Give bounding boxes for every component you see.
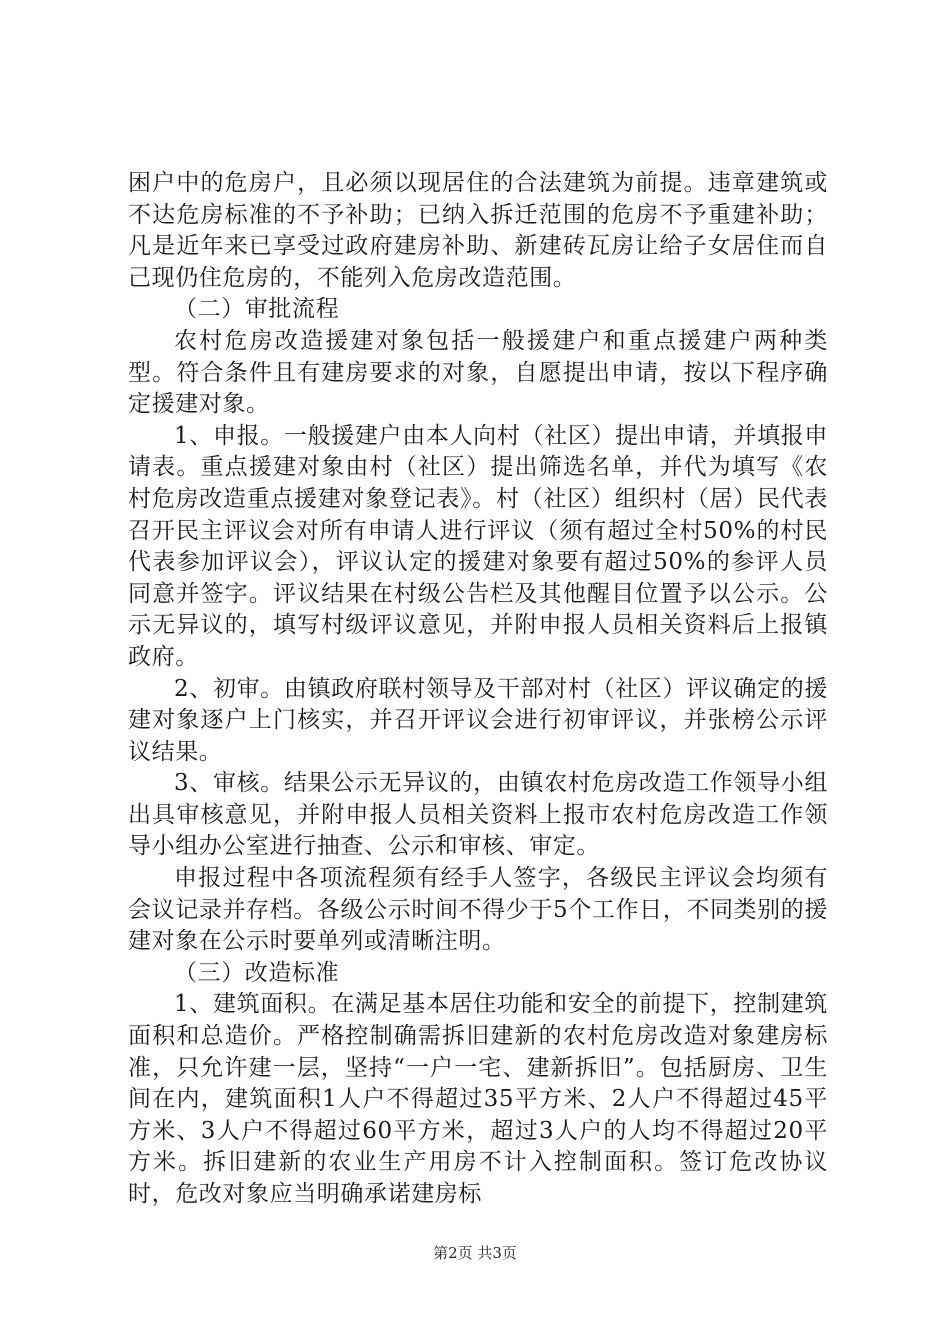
page-number-footer: 第2页 共3页 bbox=[433, 1244, 517, 1262]
paragraph-assistance-types: 农村危房改造援建对象包括一般援建户和重点援建户两种类型。符合条件且有建房要求的对象，自愿提出申请，按以下程序确定援建对象。 bbox=[128, 327, 828, 418]
paragraph-step-audit: 3、审核。结果公示无异议的，由镇农村危房改造工作领导小组出具审核意见，并附申报人员相关资料上报市农村危房改造工作领导小组办公室进行抽查、公示和审核、审定。 bbox=[128, 770, 828, 860]
section-heading-approval-process: （二）审批流程 bbox=[174, 296, 340, 323]
document-body bbox=[128, 168, 828, 1211]
paragraph-step-preliminary-review: 2、初审。由镇政府联村领导及干部对村（社区）评议确定的援建对象逐户上门核实，并召开评议会进行初审评议，并张榜公示评议结果。 bbox=[128, 675, 828, 765]
section-heading-renovation-standards: （三）改造标准 bbox=[174, 959, 340, 986]
paragraph-step-application: 1、申报。一般援建户由本人向村（社区）提出申请，并填报申请表。重点援建对象由村（社区）提出筛选名单，并代为填写《农村危房改造重点援建对象登记表》。村（社区）组织村（居）民代表召开民主评议会对所有申请人进行评议（须有超过全村50%的村民代表参加评议会），评议认定的援建对象要有超过50%的参评人员同意并签字。评议结果在村级公告栏及其他醒目位置予以公示。公示无异议的，填写村级评议意见，并附申报人员相关资料后上报镇政府。 bbox=[128, 422, 828, 670]
paragraph-continuation: 困户中的危房户，且必须以现居住的合法建筑为前提。违章建筑或不达危房标准的不予补助；已纳入拆迁范围的危房不予重建补助；凡是近年来已享受过政府建房补助、新建砖瓦房让给子女居住而自己现仍住危房的，不能列入危房改造范围。 bbox=[128, 170, 828, 291]
paragraph-process-requirements: 申报过程中各项流程须有经手人签字，各级民主评议会均须有会议记录并存档。各级公示时间不得少于5个工作日，不同类别的援建对象在公示时要单列或清晰注明。 bbox=[128, 865, 828, 955]
paragraph-building-area: 1、建筑面积。在满足基本居住功能和安全的前提下，控制建筑面积和总造价。严格控制确需拆旧建新的农村危房改造对象建房标准，只允许建一层，坚持“一户一宅、建新拆旧”。包括厨房、卫生间在内，建筑面积1人户不得超过35平方米、2人户不得超过45平方米、3人户不得超过60平方米，超过3人户的人均不得超过20平方米。拆旧建新的农业生产用房不计入控制面积。签订危改协议时，危改对象应当明确承诺建房标 bbox=[128, 991, 828, 1207]
